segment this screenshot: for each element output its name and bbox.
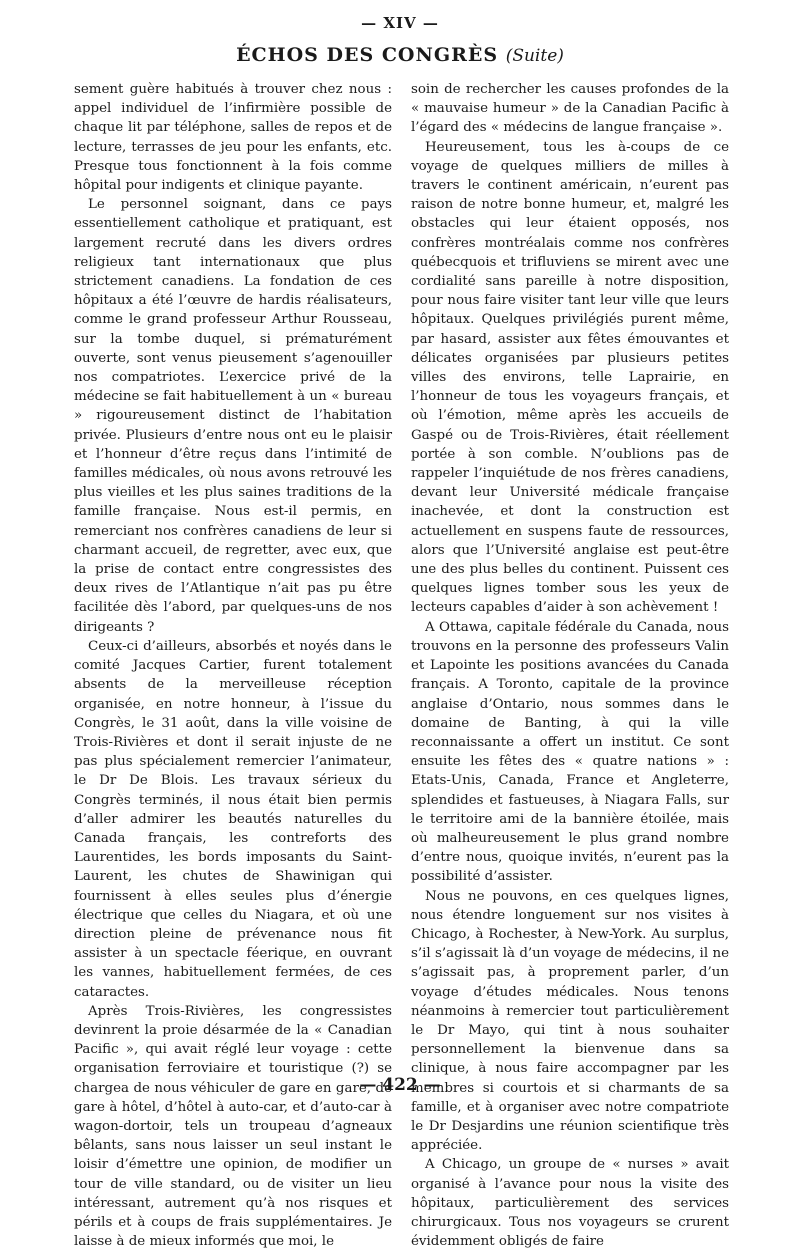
paragraph: Ceux-ci d’ailleurs, absorbés et noyés dans le comité Jacques Cartier, furent totalement absents de la merveilleuse réception organisée, en notre honneur, à l’issue du Congrès, le 31 août, dans la ville voisine de Trois-Rivières et dont il serait injuste de ne pas plus spécialement remercier l’animateur, le Dr De Blois. Les travaux sérieux du Congrès terminés, il nous était bien permis d’aller admirer les beautés naturelles du Canada français, les contreforts des Laurentides, les bords imposants du Saint-Laurent, les chutes de Shawinigan qui fournissent à elles seules plus d’énergie électrique que celles du Niagara, et où une direction pleine de prévenance nous fit assister à un spectacle féerique, en ouvrant les vannes, habituellement fermées, de ces cataractes.	[74, 638, 392, 1000]
paragraph: A Ottawa, capitale fédérale du Canada, nous trouvons en la personne des professeurs Valin et Lapointe les positions avancées du Canada français. A Toronto, capitale de la province anglaise d’Ontario, nous sommes dans le domaine de Banting, à qui la ville reconnaissante a offert un institut. Ce sont ensuite les fêtes des « quatre nations » : Etats-Unis, Canada, France et Angleterre, splendides et fastueuses, à Niagara Falls, sur le territoire ami de la bannière étoilée, mais où malheureusement le plus grand nombre d’entre nous, quoique invités, n’eurent pas la possibilité d’assister.	[411, 619, 729, 885]
page-title-main: ÉCHOS DES CONGRÈS	[236, 44, 499, 66]
paragraph: A Chicago, un groupe de « nurses » avait organisé à l’avance pour nous la visite des hôpitaux, particulièrement des services chirurgicaux. Tous nos voyageurs se crurent évidemment obligés de faire	[411, 1157, 729, 1250]
paragraph: Le personnel soignant, dans ce pays essentiellement catholique et pratiquant, est largement recruté dans les divers ordres religieux tant internationaux que plus strictement canadiens. La fondation de ces hôpitaux a été l’œuvre de hardis réalisateurs, comme le grand professeur Arthur Rousseau, sur la tombe duquel, si prématurément ouverte, sont venus pieusement s’agenouiller nos compatriotes. L’exercice privé de la médecine se fait habituellement à un « bureau » rigoureusement distinct de l’habitation privée. Plusieurs d’entre nous ont eu le plaisir et l’honneur d’être reçus dans l’intimité de familles médicales, où nous avons retrouvé les plus vieilles et les plus saines traditions de la famille française. Nous est-il permis, en remerciant nos confrères canadiens de leur si charmant accueil, de regretter, avec eux, que la prise de contact entre congressistes des deux rives de l’Atlantique n’ait pas pu être facilitée dès l’abord, par quelques-uns de nos dirigeants ?	[74, 197, 392, 635]
page-roman-number: — XIV —	[361, 14, 439, 32]
page-title	[0, 44, 800, 66]
paragraph: Heureusement, tous les à-coups de ce voyage de quelques milliers de milles à travers le continent américain, n’eurent pas raison de notre bonne humeur, et, malgré les obstacles qui leur étaient opposés, nos confrères montréalais comme nos confrères québecquois et trifluviens se mirent avec une cordialité sans pareille à notre disposition, pour nous faire visiter tant leur ville que leurs hôpitaux. Quelques privilégiés purent même, par hasard, assister aux fêtes émouvantes et délicates organisées par plusieurs petites villes des environs, telle Laprairie, en l’honneur de tous les voyageurs français, et où l’émotion, même après les accueils de Gaspé ou de Trois-Rivières, était réellement portée à son comble. N’oublions pas de rappeler l’inquiétude de nos frères canadiens, devant leur Université médicale française inachevée, et dont la construction est actuellement en suspens faute de ressources, alors que l’Université anglaise est peut-être une des plus belles du continent. Puissent ces quelques lignes tomber sous les yeux de lecteurs capables d’aider à son achèvement !	[411, 139, 729, 616]
page-folio: — 422 —	[359, 1075, 441, 1095]
paragraph: sement guère habitués à trouver chez nous : appel individuel de l’infirmière possible de chaque lit par téléphone, salles de repos et de lecture, terrasses de jeu pour les enfants, etc. Presque tous fonctionnent à la fois comme hôpital pour indigents et clinique payante.	[74, 82, 392, 194]
paragraph: Après Trois-Rivières, les congressistes devinrent la proie désarmée de la « Canadian Pacific », qui avait réglé leur voyage : cette organisation ferroviaire et touristique (?) se chargea de nous véhiculer de gare en gare, de gare à hôtel, d’hôtel à auto-car, et d’auto-car à wagon-dortoir, tels un troupeau d’agneaux bêlants, sans nous laisser un seul instant le loisir d’émettre une opinion, de modifier un tour de ville standard, ou de visiter un lieu intéressant, autrement qu’à nos risques et périls et à coups de frais supplémentaires. Je laisse à de mieux informés que moi, le	[74, 1003, 392, 1250]
page-title-suffix: (Suite)	[505, 46, 564, 66]
paragraph: Nous ne pouvons, en ces quelques lignes, nous étendre longuement sur nos visites à Chicago, à Rochester, à New-York. Au surplus, s’il s’agissait là d’un voyage de médecins, il ne s’agissait pas, à proprement parler, d’un voyage d’études médicales. Nous tenons néanmoins à remercier tout particulièrement le Dr Mayo, qui tint à nous souhaiter personnellement la bienvenue dans sa clinique, à nous faire accompagner par les membres si courtois et si charmants de sa famille, et à organiser avec notre compatriote le Dr Desjardins une réunion scientifique très appréciée.	[411, 888, 729, 1154]
paragraph: soin de rechercher les causes profondes de la « mauvaise humeur » de la Canadian Pacific à l’égard des « médecins de langue française ».	[411, 82, 729, 136]
